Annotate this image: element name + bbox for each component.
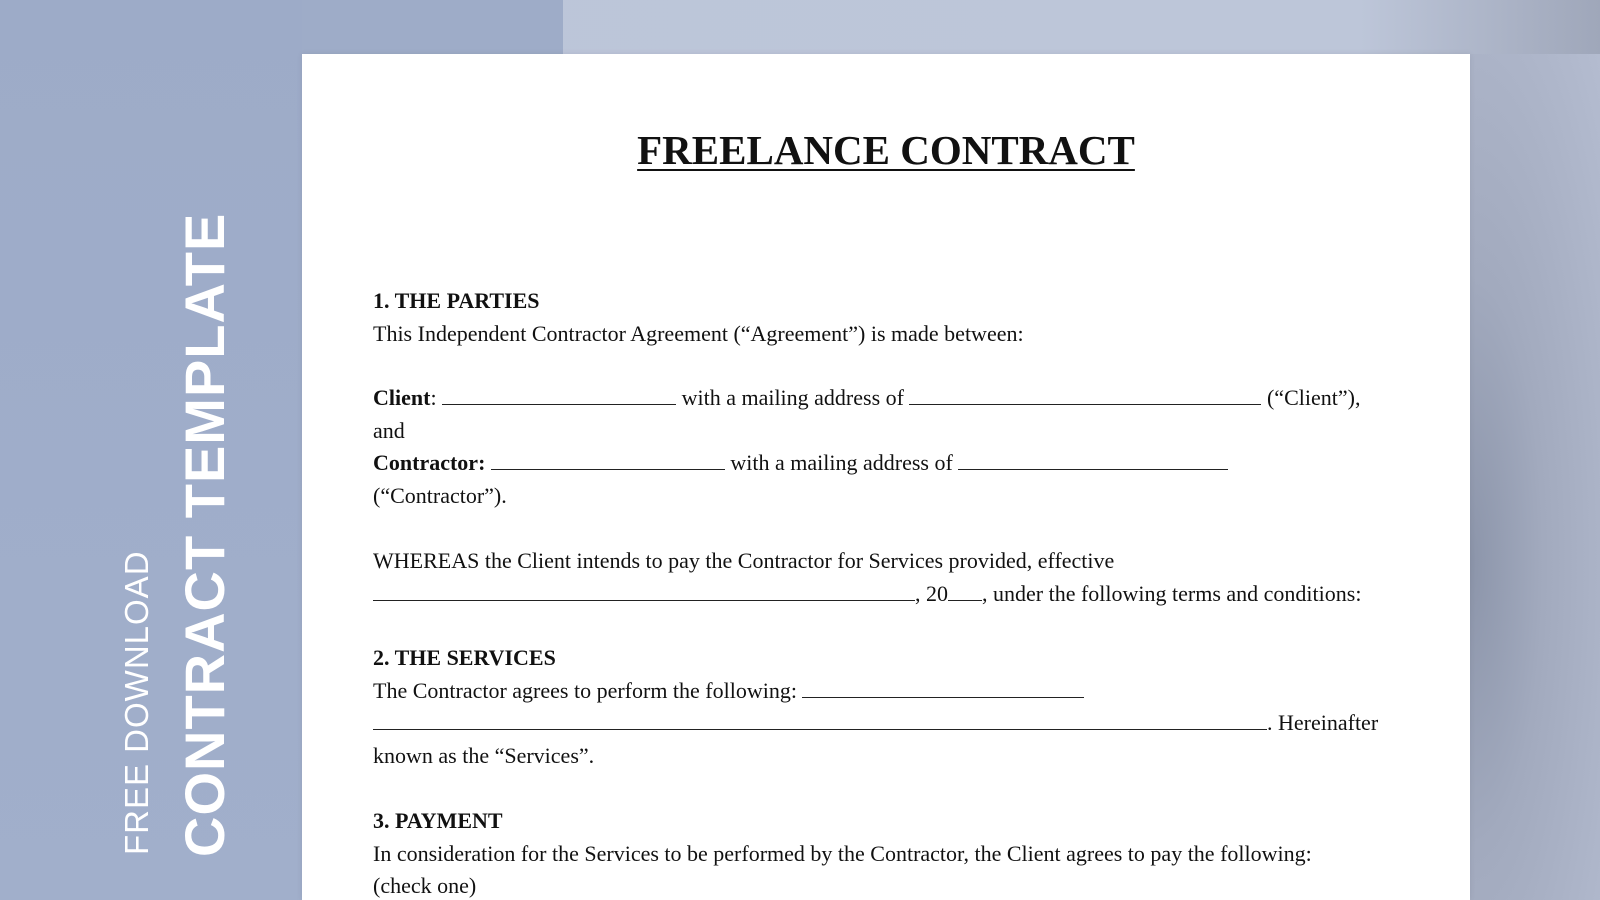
banner-free-download: FREE DOWNLOAD [118, 550, 155, 855]
services-text: The Contractor agrees to perform the following: [373, 678, 797, 703]
whereas-text: WHEREAS the Client intends to pay the Contractor for Services provided, effective [373, 548, 1115, 573]
services-blank-2[interactable] [373, 711, 1267, 730]
client-name-blank[interactable] [442, 386, 676, 405]
client-label: Client [373, 385, 431, 410]
client-line [373, 385, 1360, 411]
hereinafter-text: . Hereinafter [1267, 710, 1379, 735]
contractor-tail: (“Contractor”). [373, 483, 507, 508]
effective-date-line [373, 581, 1361, 607]
services-line-2 [373, 710, 1378, 736]
section-heading-payment: 3. PAYMENT [373, 808, 503, 833]
right-shade [1470, 54, 1600, 900]
services-line [373, 678, 1084, 704]
services-known: known as the “Services”. [373, 743, 595, 768]
services-blank[interactable] [802, 679, 1084, 698]
client-tail: (“Client”), [1266, 385, 1361, 410]
parties-intro: This Independent Contractor Agreement (“Agreement”) is made between: [373, 321, 1024, 346]
client-address-blank[interactable] [909, 386, 1261, 405]
top-band [302, 0, 563, 54]
terms-text: , under the following terms and conditions: [982, 581, 1362, 606]
contractor-line [373, 450, 1228, 476]
section-heading-parties: 1. THE PARTIES [373, 288, 540, 313]
document-title: FREELANCE CONTRACT [637, 127, 1135, 173]
mailing-text: with a mailing address of [730, 450, 953, 475]
payment-check-one: (check one) [373, 873, 477, 898]
effective-date-blank[interactable] [373, 582, 915, 601]
contractor-label: Contractor: [373, 450, 486, 475]
contractor-address-blank[interactable] [958, 451, 1228, 470]
and-text: and [373, 418, 405, 443]
colon: : [430, 385, 437, 410]
contract-document [302, 54, 1470, 900]
mailing-text: with a mailing address of [681, 385, 904, 410]
payment-text: In consideration for the Services to be performed by the Contractor, the Client agrees to pay the following: [373, 841, 1312, 866]
section-heading-services: 2. THE SERVICES [373, 645, 556, 670]
contractor-name-blank[interactable] [491, 451, 725, 470]
year-blank[interactable] [948, 582, 982, 601]
year-prefix: , 20 [915, 581, 948, 606]
banner-contract-template: CONTRACT TEMPLATE [173, 212, 236, 857]
